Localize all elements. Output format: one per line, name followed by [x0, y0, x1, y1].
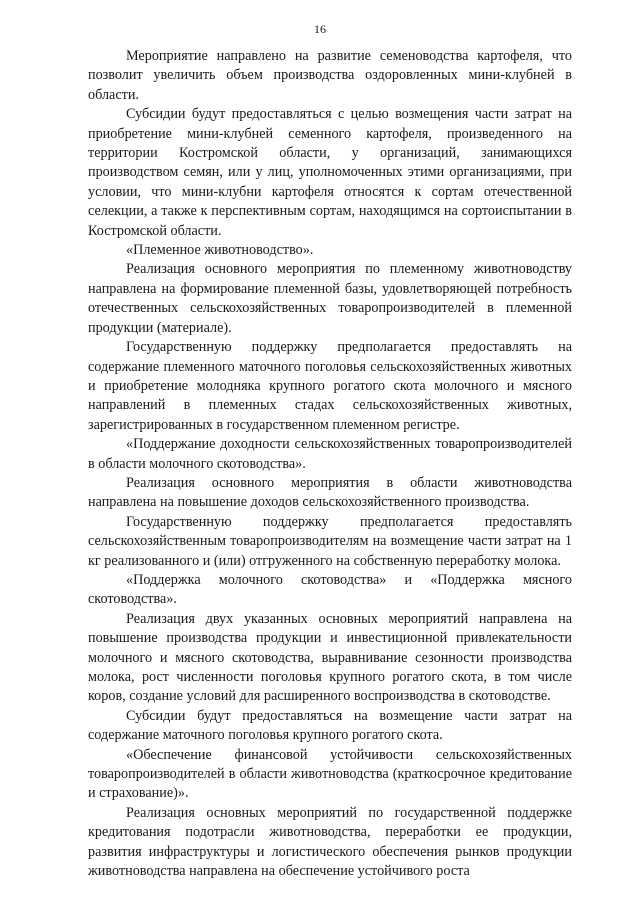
paragraph-seed-potato-goal: Мероприятие направлено на развитие семеноводства картофеля, что позволит увеличить объем производства оздоровленных мини-клубней в области.	[88, 48, 572, 103]
paragraph-breeding-goal: Реализация основного мероприятия по племенному животноводству направлена на формирование племенной базы, удовлетворяющей потребность отечественных сельскохозяйственных товаропроизводителей в племенной продукции (материале).	[88, 261, 572, 336]
paragraph-breeding-support: Государственную поддержку предполагается предоставлять на содержание племенного маточного поголовья сельскохозяйственных животных и приобретение молодняка крупного рогатого скота молочного и мясного направлений в племенных стадах сельскохозяйственных животных, зарегистрированных в государственном племенном регистре.	[88, 339, 572, 433]
heading-dairy-beef-support: «Поддержка молочного скотоводства» и «Поддержка мясного скотоводства».	[88, 571, 572, 608]
paragraph-dairy-beef-subsidy: Субсидии будут предоставляться на возмещение части затрат на содержание маточного поголовья крупного рогатого скота.	[88, 707, 572, 744]
paragraph-dairy-income-support: Государственную поддержку предполагается предоставлять сельскохозяйственным товаропроизводителям на возмещение части затрат на 1 кг реализованного и (или) отгруженного на собственную переработку молока.	[88, 513, 572, 569]
paragraph-seed-potato-subsidy: Субсидии будут предоставляться с целью возмещения части затрат на приобретение мини-клубней семенного картофеля, произведенного на территории Костромской области, у организаций, занимающихся производством семян, или у лиц, уполномоченных этими организациями, при условии, что мини-клубни картофеля относятся к сортам отечественной селекции, а также к перспективным сортам, находящимся на сортоиспытании в Костромской области.	[88, 106, 572, 239]
paragraph-dairy-beef-goal: Реализация двух указанных основных мероприятий направлена на повышение производства продукции и инвестиционной привлекательности молочного и мясного скотоводства, выравнивание сезонности производства молока, рост численности поголовья крупного рогатого скота, в том числе коров, создание условий для расширенного воспроизводства в скотоводстве.	[88, 610, 572, 705]
heading-financial-stability: «Обеспечение финансовой устойчивости сельскохозяйственных товаропроизводителей в области животноводства (краткосрочное кредитование и страхование)».	[88, 746, 572, 802]
heading-breeding-livestock: «Племенное животноводство».	[126, 242, 314, 259]
paragraph-credit-support: Реализация основных мероприятий по государственной поддержке кредитования подотрасли животноводства, переработки ее продукции, развития инфраструктуры и логистического обеспечения рынков продукции животноводства направлена на обеспечение устойчивого роста	[88, 804, 572, 880]
document-body	[88, 47, 572, 881]
heading-dairy-income: «Поддержание доходности сельскохозяйственных товаропроизводителей в области молочного скотоводства».	[88, 436, 572, 472]
page-number: 16	[314, 22, 326, 36]
paragraph-dairy-income-goal: Реализация основного мероприятия в области животноводства направлена на повышение доходов сельскохозяйственного производства.	[88, 474, 572, 511]
